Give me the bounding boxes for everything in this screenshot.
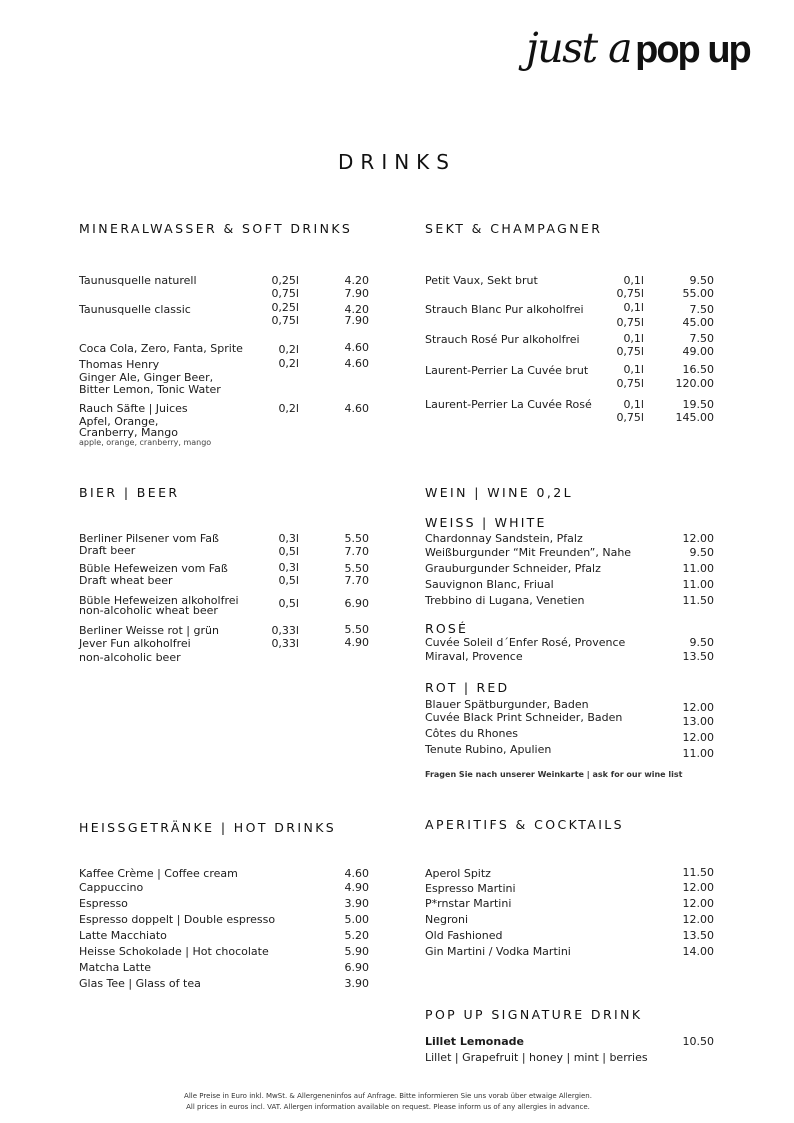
item-name: Cuvée Soleil d´Enfer Rosé, Provence: [425, 636, 626, 649]
section-heading: POP UP SIGNATURE DRINK: [425, 1007, 643, 1022]
item-name: Sauvignon Blanc, Friual: [425, 578, 554, 591]
item-size: 0,2l: [278, 357, 299, 370]
section-heading: SEKT & CHAMPAGNER: [425, 221, 603, 236]
item-price: 4.60: [344, 402, 369, 415]
item-price: 12.00: [682, 881, 714, 894]
item-price: 6.90: [344, 961, 369, 974]
item-name: Cappuccino: [79, 881, 144, 894]
item-size: 0,1l: [623, 274, 644, 287]
item-size: 0,1l: [623, 398, 644, 411]
item-price: 55.00: [682, 287, 714, 300]
section-heading: BIER | BEER: [79, 485, 180, 500]
subsection-heading: WEISS | WHITE: [425, 515, 547, 530]
item-name: P*rnstar Martini: [425, 897, 512, 910]
item-name: Coca Cola, Zero, Fanta, Sprite: [79, 342, 243, 355]
item-size: 0,75l: [616, 411, 644, 424]
item-price: 4.90: [344, 636, 369, 649]
item-price: 49.00: [682, 345, 714, 358]
item-price: 5.20: [344, 929, 369, 942]
item-desc: Bitter Lemon, Tonic Water: [79, 383, 221, 396]
item-size: 0,2l: [278, 343, 299, 356]
item-name: Büble Hefeweizen vom Faß: [79, 562, 228, 575]
item-size: 0,33l: [271, 637, 299, 650]
section-heading: HEISSGETRÄNKE | HOT DRINKS: [79, 820, 337, 835]
item-size: 0,1l: [623, 332, 644, 345]
subsection-heading: ROT | RED: [425, 680, 510, 695]
item-size: 0,75l: [616, 287, 644, 300]
item-name: Negroni: [425, 913, 469, 926]
item-size: 0,1l: [623, 301, 644, 314]
item-size: 0,2l: [278, 402, 299, 415]
logo-script: just a: [526, 24, 632, 72]
item-price: 13.50: [682, 929, 714, 942]
item-name: Weißburgunder “Mit Freunden”, Nahe: [425, 546, 632, 559]
item-desc: non-alcoholic wheat beer: [79, 604, 218, 617]
item-name: Jever Fun alkoholfrei: [79, 637, 191, 650]
item-price: 10.50: [682, 1035, 714, 1048]
item-name: Berliner Weisse rot | grün: [79, 624, 219, 637]
item-name: Kaffee Crème | Coffee cream: [79, 867, 238, 880]
item-price: 16.50: [682, 363, 714, 376]
page-title: DRINKS: [338, 150, 456, 174]
item-price: 6.90: [344, 597, 369, 610]
item-name: Espresso doppelt | Double espresso: [79, 913, 276, 926]
item-price: 12.00: [682, 897, 714, 910]
item-price: 9.50: [689, 636, 714, 649]
item-price: 9.50: [689, 274, 714, 287]
item-size: 0,5l: [278, 545, 299, 558]
item-price: 12.00: [682, 731, 714, 744]
item-size: 0,75l: [616, 377, 644, 390]
item-name: Heisse Schokolade | Hot chocolate: [79, 945, 269, 958]
footer-german: Alle Preise in Euro inkl. MwSt. & Allergeneninfos auf Anfrage. Bitte informieren Sie uns vorab über etwaige Allergien.: [184, 1092, 592, 1100]
item-size: 0,75l: [616, 316, 644, 329]
item-name: Strauch Blanc Pur alkoholfrei: [425, 303, 584, 316]
item-price: 7.70: [344, 574, 369, 587]
item-price: 5.90: [344, 945, 369, 958]
item-price: 7.70: [344, 545, 369, 558]
item-name: Chardonnay Sandstein, Pfalz: [425, 532, 583, 545]
item-price: 5.00: [344, 913, 369, 926]
item-price: 7.90: [344, 287, 369, 300]
item-name: Glas Tee | Glass of tea: [79, 977, 201, 990]
logo-bold: pop up: [635, 29, 750, 71]
item-price: 9.50: [689, 546, 714, 559]
item-price: 14.00: [682, 945, 714, 958]
item-price: 7.50: [689, 303, 714, 316]
section-heading: MINERALWASSER & SOFT DRINKS: [79, 221, 353, 236]
item-size: 0,5l: [278, 574, 299, 587]
item-size: 0,25l: [271, 301, 299, 314]
item-price: 19.50: [682, 398, 714, 411]
item-price: 11.50: [682, 594, 714, 607]
item-name: Rauch Säfte | Juices: [79, 402, 188, 415]
item-name: Blauer Spätburgunder, Baden: [425, 698, 589, 711]
section-heading: APERITIFS & COCKTAILS: [425, 817, 625, 832]
item-price: 7.90: [344, 314, 369, 327]
item-name: Cuvée Black Print Schneider, Baden: [425, 711, 623, 724]
item-note: apple, orange, cranberry, mango: [79, 438, 212, 447]
item-desc: Draft beer: [79, 544, 136, 557]
item-price: 12.00: [682, 532, 714, 545]
item-price: 5.50: [344, 562, 369, 575]
item-price: 120.00: [675, 377, 714, 390]
footer-english: All prices in euros incl. VAT. Allergen information available on request. Please inform us of any allergies in advance.: [186, 1103, 590, 1111]
item-price: 11.50: [682, 866, 714, 879]
item-price: 4.90: [344, 881, 369, 894]
item-name: Trebbino di Lugana, Venetien: [425, 594, 585, 607]
item-desc: non-alcoholic beer: [79, 651, 181, 664]
item-name: Aperol Spitz: [425, 867, 491, 880]
item-price: 5.50: [344, 532, 369, 545]
item-name: Thomas Henry: [79, 358, 160, 371]
item-price: 4.60: [344, 341, 369, 354]
item-desc: Ginger Ale, Ginger Beer,: [79, 371, 214, 384]
item-price: 7.50: [689, 332, 714, 345]
item-name: Old Fashioned: [425, 929, 503, 942]
item-name: Petit Vaux, Sekt brut: [425, 274, 538, 287]
item-price: 13.50: [682, 650, 714, 663]
item-price: 4.20: [344, 303, 369, 316]
item-price: 12.00: [682, 701, 714, 714]
item-price: 11.00: [682, 562, 714, 575]
item-size: 0,33l: [271, 624, 299, 637]
item-price: 11.00: [682, 747, 714, 760]
item-name: Tenute Rubino, Apulien: [425, 743, 552, 756]
item-name: Gin Martini / Vodka Martini: [425, 945, 571, 958]
item-name: Miraval, Provence: [425, 650, 523, 663]
item-name: Espresso: [79, 897, 128, 910]
item-size: 0,3l: [278, 561, 299, 574]
item-size: 0,1l: [623, 363, 644, 376]
item-price: 12.00: [682, 913, 714, 926]
item-name: Büble Hefeweizen alkoholfrei: [79, 594, 239, 607]
item-size: 0,75l: [271, 314, 299, 327]
item-price: 5.50: [344, 623, 369, 636]
item-name: Taunusquelle classic: [79, 303, 191, 316]
signature-drink-name: Lillet Lemonade: [425, 1035, 524, 1048]
item-name: Grauburgunder Schneider, Pfalz: [425, 562, 601, 575]
item-size: 0,25l: [271, 274, 299, 287]
item-name: Matcha Latte: [79, 961, 152, 974]
item-size: 0,5l: [278, 597, 299, 610]
item-name: Berliner Pilsener vom Faß: [79, 532, 219, 545]
logo: [526, 24, 750, 72]
item-price: 45.00: [682, 316, 714, 329]
item-name: Espresso Martini: [425, 882, 516, 895]
signature-drink-desc: Lillet | Grapefruit | honey | mint | berries: [425, 1051, 648, 1064]
wine-list-note: Fragen Sie nach unserer Weinkarte | ask for our wine list: [425, 770, 683, 779]
item-price: 145.00: [675, 411, 714, 424]
item-name: Latte Macchiato: [79, 929, 167, 942]
item-name: Taunusquelle naturell: [79, 274, 197, 287]
item-price: 4.60: [344, 867, 369, 880]
item-price: 13.00: [682, 715, 714, 728]
section-heading: WEIN | WINE 0,2L: [425, 485, 573, 500]
item-desc: Cranberry, Mango: [79, 426, 178, 439]
item-price: 3.90: [344, 977, 369, 990]
item-price: 4.20: [344, 274, 369, 287]
item-name: Strauch Rosé Pur alkoholfrei: [425, 333, 580, 346]
item-desc: Draft wheat beer: [79, 574, 173, 587]
item-price: 3.90: [344, 897, 369, 910]
item-price: 4.60: [344, 357, 369, 370]
item-name: Laurent-Perrier La Cuvée Rosé: [425, 398, 592, 411]
subsection-heading: ROSÉ: [425, 621, 469, 636]
item-name: Côtes du Rhones: [425, 727, 518, 740]
item-size: 0,75l: [271, 287, 299, 300]
item-size: 0,75l: [616, 345, 644, 358]
item-name: Laurent-Perrier La Cuvée brut: [425, 364, 589, 377]
item-price: 11.00: [682, 578, 714, 591]
item-desc: Apfel, Orange,: [79, 415, 159, 428]
item-size: 0,3l: [278, 532, 299, 545]
